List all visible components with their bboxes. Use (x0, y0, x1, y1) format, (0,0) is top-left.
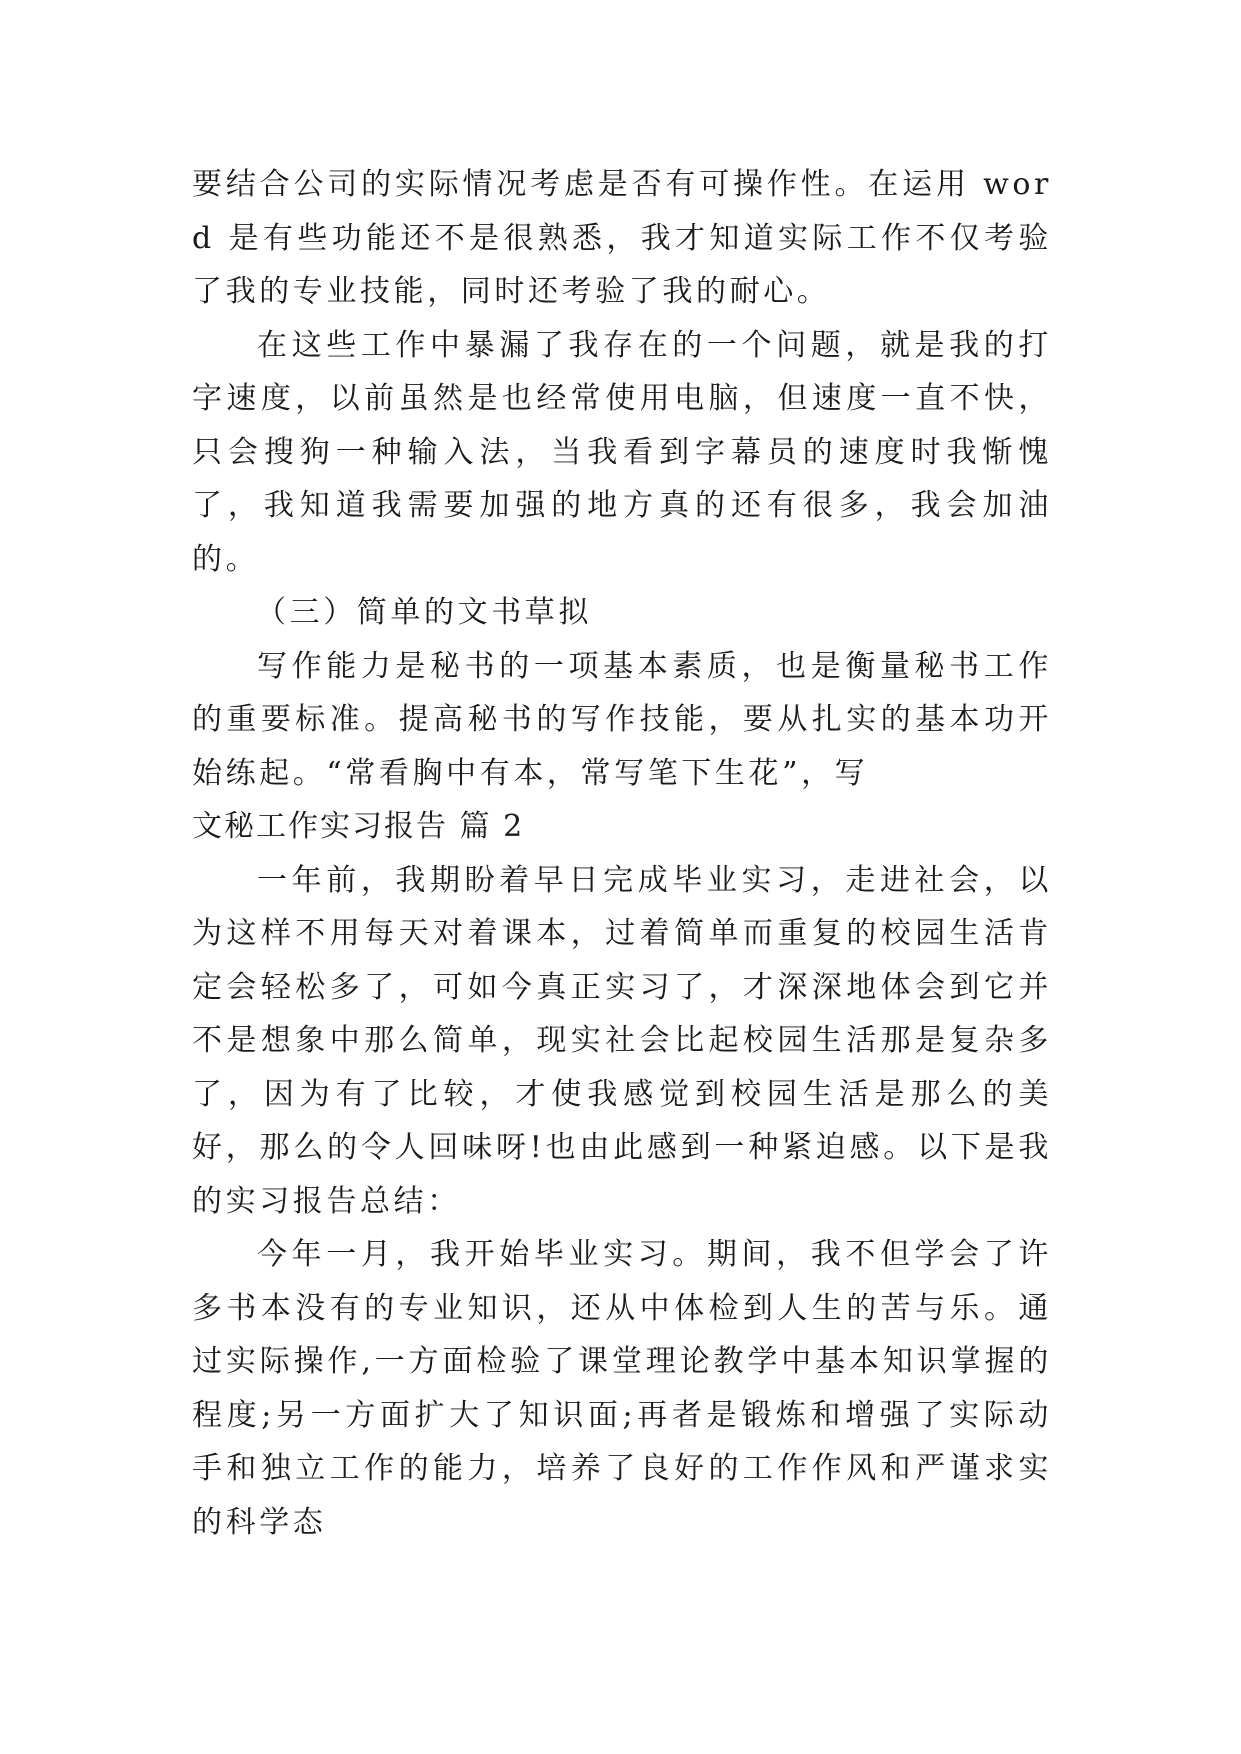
document-body (192, 158, 1052, 1549)
section-title: 文秘工作实习报告 篇 2 (192, 809, 525, 844)
paragraph-january-internship: 今年一月，我开始毕业实习。期间，我不但学会了许多书本没有的专业知识，还从中体检到人生的苦与乐。通过实际操作,一方面检验了课堂理论教学中基本知识掌握的程度;另一方面扩大了知识面;再者是锻炼和增强了实际动手和独立工作的能力，培养了良好的工作作风和严谨求实的科学态 (192, 1237, 1052, 1540)
paragraph-one-year-ago: 一年前，我期盼着早日完成毕业实习，走进社会，以为这样不用每天对着课本，过着简单而重复的校园生活肯定会轻松多了，可如今真正实习了，才深深地体会到它并不是想象中那么简单，现实社会比起校园生活那是复杂多了，因为有了比较，才使我感觉到校园生活是那么的美好，那么的令人回味呀!也由此感到一种紧迫感。以下是我的实习报告总结： (192, 862, 1052, 1219)
paragraph-typing-speed: 在这些工作中暴漏了我存在的一个问题，就是我的打字速度，以前虽然是也经常使用电脑，但速度一直不快，只会搜狗一种输入法，当我看到字幕员的速度时我惭愧了，我知道我需要加强的地方真的还有很多，我会加油的。 (192, 327, 1052, 577)
paragraph-continued: 要结合公司的实际情况考虑是否有可操作性。在运用 word 是有些功能还不是很熟悉，我才知道实际工作不仅考验了我的专业技能，同时还考验了我的耐心。 (192, 167, 1052, 309)
subheading-document-drafting: （三）简单的文书草拟 (256, 595, 592, 630)
paragraph-writing-ability: 写作能力是秘书的一项基本素质，也是衡量秘书工作的重要标准。提高秘书的写作技能，要从扎实的基本功开始练起。“常看胸中有本，常写笔下生花”，写 (192, 648, 1052, 791)
